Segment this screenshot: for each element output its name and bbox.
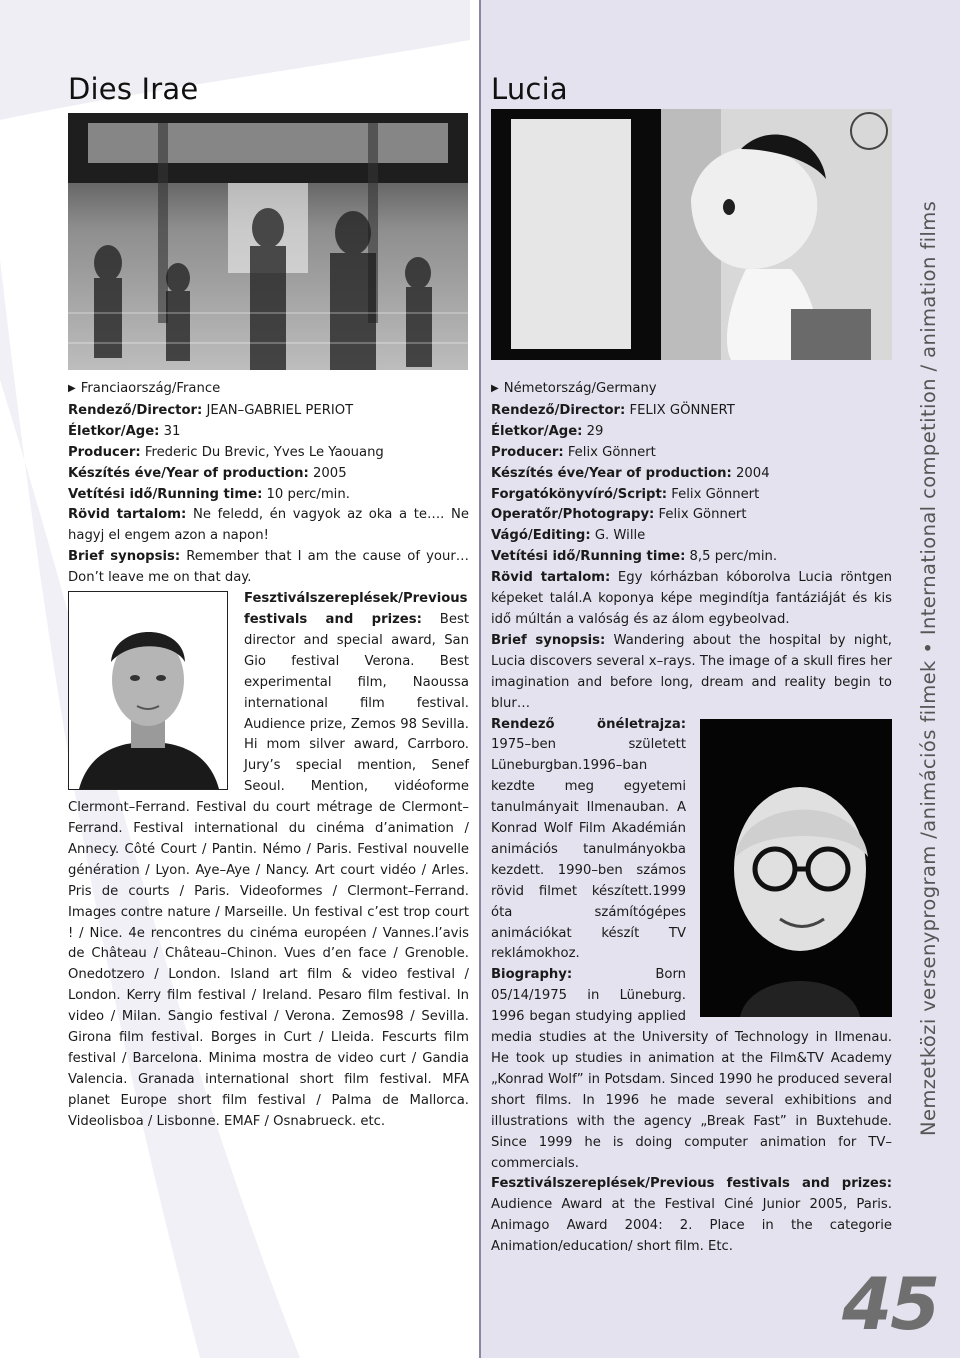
director-portrait-right — [700, 719, 892, 1017]
producer-value: Felix Gönnert — [567, 444, 656, 460]
country-right: Németország/Germany — [503, 381, 657, 396]
left-info-block — [68, 379, 469, 1133]
producer-value: Frederic Du Brevic, Yves Le Yaouang — [144, 444, 384, 460]
script-label: Forgatókönyvíró/Script: — [491, 486, 668, 502]
bio-hu-label: Rendező önéletrajza: — [491, 716, 686, 732]
festivals-text: Best director and special award, San Gio festival Verona. Best experimental film, Naoussa international film festival. Audience prize, Zemos 98 Sevilla. Hi mom silver award, Carrboro. Jury’s special mention, Senef Seoul. Mention, vidéoforme Clermont–Ferrand. Festival du court métrage de Clermont–Ferrand. Festival international du cinéma d’animation / Annecy. Côté Court / Pantin. Némo / Paris. Festival nouvelle génération / Lyon. Aye–Aye / Nancy. Art court vidéo / Arles. Pris de courts / Paris. Videoformes / Clermont–Ferrand. Images contre nature / Marseille. Un festival c’est trop court ! / Nice. 4e rencontres du cinéma européen / Vannes.l’avis de Château / Château–Chinon. Vues d’en face / Grenoble. Onedotzero / London. Island art film & video festival / London. Kerry film festival / Ireland. Pesaro film festival. In video / Milan. Sangio festival / Verona. Zemos98 / Sevilla. Girona film festival. Borges in Curt / Lleida. Fescurts film festival / Barcelona. Minima mostra de video curt / Gandia Valencia. Granada international short film festival. MFA planet Europe short film festival / Palma de Mallorca. Videolisboa / Lisbonne. EMAF / Osnabrueck. etc. — [68, 611, 469, 1129]
synopsis-hu-value: Egy kórházban kóborolva Lucia röntgen képeket talál.A koponya képe megindítja fantáziáját és kis idő múltán a valóság és az álom egybeolvad. — [491, 570, 892, 627]
script-value: Felix Gönnert — [671, 486, 760, 502]
play-triangle-icon: ▶ — [68, 383, 76, 394]
age-value: 31 — [163, 423, 181, 439]
film-title-left: Dies Irae — [68, 72, 199, 106]
right-info-block — [491, 379, 892, 1258]
director-label: Rendező/Director: — [491, 402, 626, 418]
film-still-dies-irae — [68, 113, 468, 370]
page-number: 45 — [842, 1262, 939, 1346]
photography-label: Operatőr/Photograpy: — [491, 507, 655, 523]
runtime-label: Vetítési idő/Running time: — [491, 549, 686, 565]
synopsis-en-value: Remember that I am the cause of your… Don’t leave me on that day. — [68, 549, 469, 586]
festivals-label: Fesztiválszereplések/Previous festivals and prizes: — [491, 1176, 892, 1192]
synopsis-en-label: Brief synopsis: — [68, 549, 181, 565]
film-title-right: Lucia — [491, 72, 568, 106]
synopsis-en-value: Wandering about the hospital by night, Lucia discovers several x–rays. The image of a skull fires her imagination and before long, dream and reality begin to blur… — [491, 632, 892, 711]
director-label: Rendező/Director: — [68, 402, 203, 418]
producer-label: Producer: — [491, 444, 564, 460]
editing-value: G. Wille — [594, 528, 646, 544]
age-label: Életkor/Age: — [491, 423, 583, 439]
producer-label: Producer: — [68, 444, 141, 460]
editing-label: Vágó/Editing: — [491, 528, 591, 544]
festivals-text: Audience Award at the Festival Ciné Junior 2005, Paris. Animago Award 2004: 2. Place in the categorie Animation/education/ short film. Etc. — [491, 1197, 892, 1255]
festivals-label: Fesztiválszereplések/Previous festivals and prizes: — [244, 591, 468, 627]
photography-value: Felix Gönnert — [658, 507, 747, 523]
synopsis-en-label: Brief synopsis: — [491, 632, 606, 648]
bio-hu-text: 1975–ben született Lüneburgban.1996–ban kezdte meg egyetemi tanulmányait Ilmenauban. A Konrad Wolf Film Akadémián animációs tanulmányokba kezdett. 1990–ben számos rövid filmet készített.1999 óta számítógépes animációkat készít TV reklámokhoz. — [491, 737, 686, 962]
year-label: Készítés éve/Year of production: — [491, 465, 732, 481]
director-value: FELIX GÖNNERT — [629, 402, 735, 418]
synopsis-hu-label: Rövid tartalom: — [491, 570, 611, 586]
bio-en-label: Biography: — [491, 967, 573, 983]
director-portrait-left — [68, 591, 228, 790]
bio-en-text: Born 05/14/1975 in Lüneburg. 1996 began studying applied media studies at the University of Technology in Ilmenau. He took up studies in animation at the Film&TV Academy „Konrad Wolf” in Potsdam. Sinced 1990 he produced several short films. In 1996 he made several exhibitions and illustrations with the agency „Break Fast” in Buxtehude. Since 1999 he is doing computer animation for TV–commercials. — [491, 967, 892, 1171]
year-label: Készítés éve/Year of production: — [68, 465, 309, 481]
synopsis-hu-label: Rövid tartalom: — [68, 507, 187, 523]
age-label: Életkor/Age: — [68, 423, 160, 439]
synopsis-hu-value: Ne feledd, én vagyok az oka a te…. Ne hagyj el engem azon a napon! — [68, 507, 469, 544]
age-value: 29 — [586, 423, 604, 439]
runtime-value: 10 perc/min. — [266, 486, 350, 502]
year-value: 2005 — [313, 465, 347, 481]
runtime-value: 8,5 perc/min. — [689, 549, 778, 565]
play-triangle-icon: ▶ — [491, 383, 499, 394]
runtime-label: Vetítési idő/Running time: — [68, 486, 263, 502]
director-value: JEAN–GABRIEL PERIOT — [206, 402, 354, 418]
country-left: Franciaország/France — [80, 381, 221, 396]
section-sidebar-label: Nemzetközi versenyprogram /animációs filmek • International competition / animation films — [917, 200, 940, 1136]
year-value: 2004 — [736, 465, 770, 481]
film-still-lucia — [491, 109, 892, 360]
